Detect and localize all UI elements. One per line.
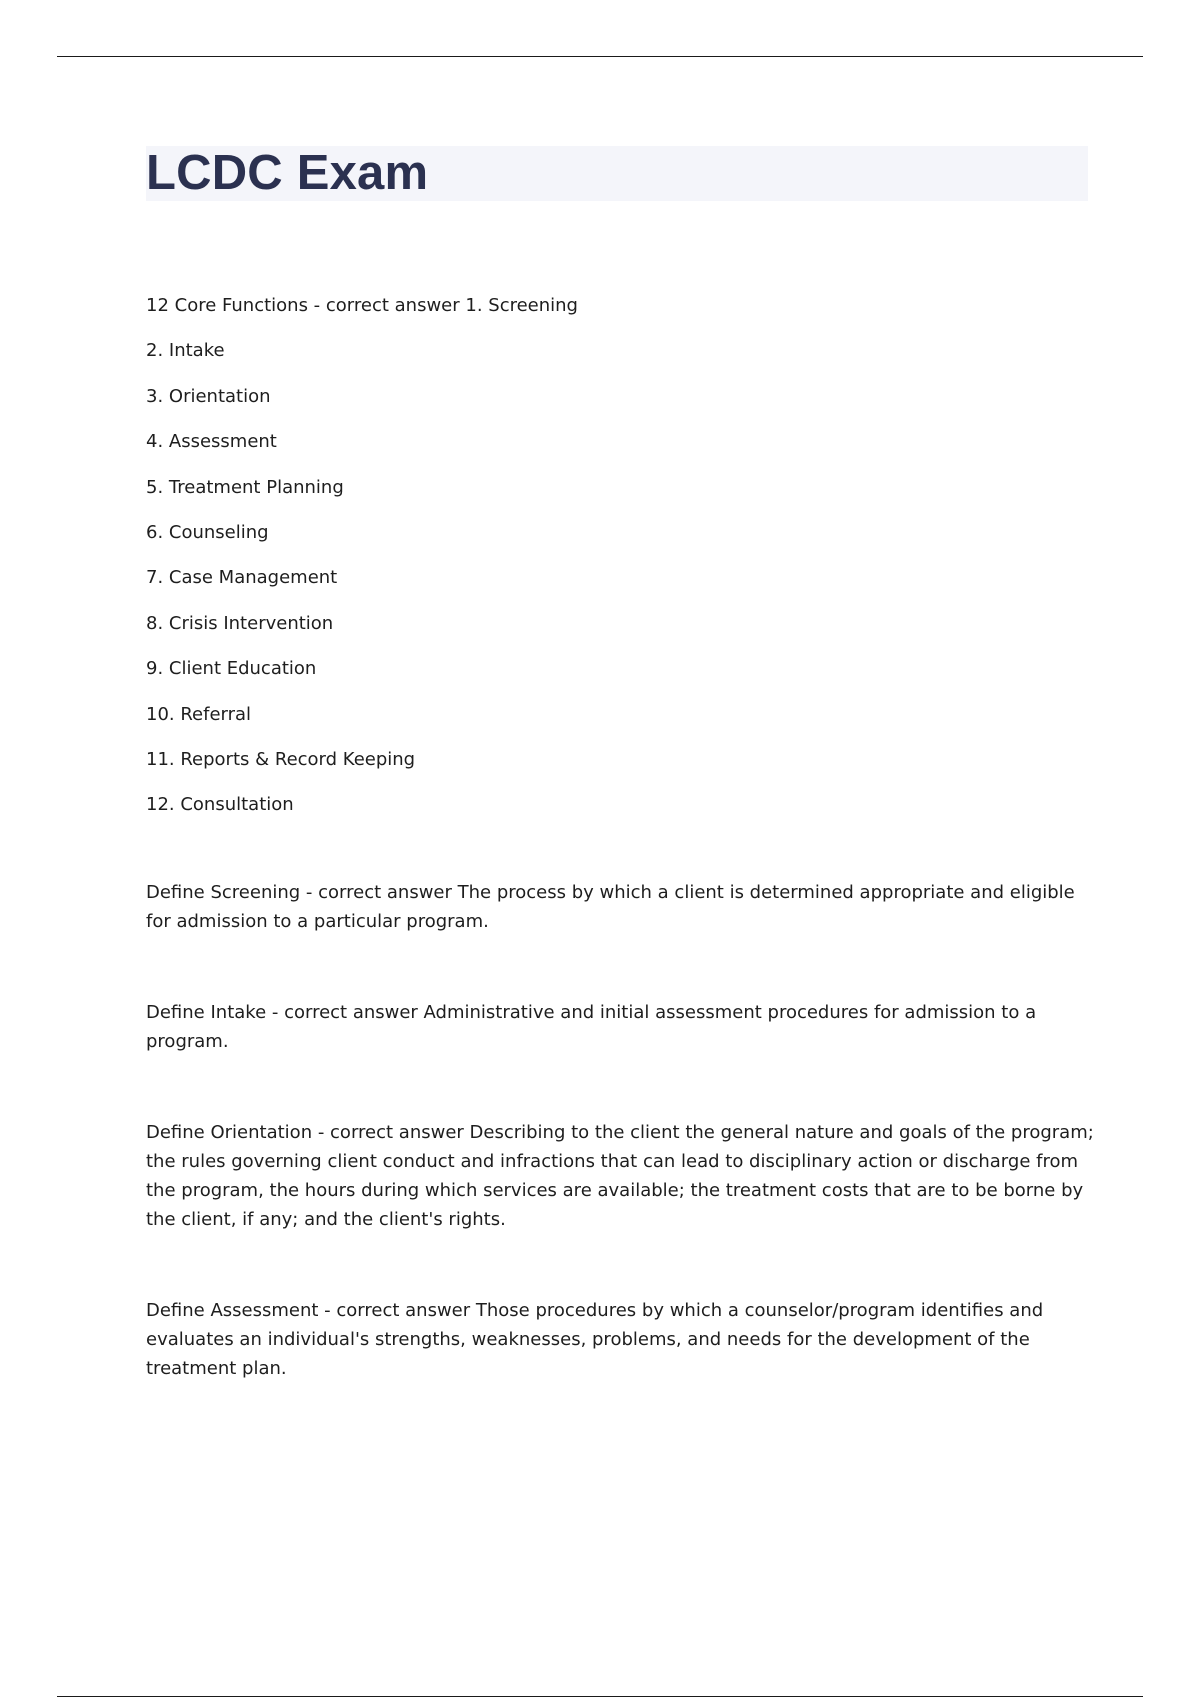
- footer-rule: [57, 1696, 1143, 1697]
- list-item: 9. Client Education: [146, 658, 317, 680]
- definition-intake: Define Intake - correct answer Administrative and initial assessment procedures for admission to a program.: [146, 1001, 1037, 1052]
- definition-orientation: Define Orientation - correct answer Describing to the client the general nature and goals of the program; the rules governing client conduct and infractions that can lead to disciplinary action or discharge from the program, the hours during which services are available; the treatment costs that are to be borne by the client, if any; and the client's rights.: [146, 1121, 1094, 1230]
- list-item: 8. Crisis Intervention: [146, 612, 334, 634]
- list-item: 5. Treatment Planning: [146, 476, 344, 498]
- list-item: 11. Reports & Record Keeping: [146, 748, 416, 770]
- list-item: 2. Intake: [146, 340, 225, 362]
- definition-screening: Define Screening - correct answer The process by which a client is determined appropriate and eligible for admission to a particular program.: [146, 881, 1075, 932]
- list-item: 12 Core Functions - correct answer 1. Screening: [146, 295, 578, 316]
- header-rule: [57, 56, 1143, 57]
- document-body: [146, 291, 1096, 1383]
- page-title: LCDC Exam: [146, 146, 429, 200]
- definition-assessment: Define Assessment - correct answer Those procedures by which a counselor/program identifies and evaluates an individual's strengths, weaknesses, problems, and needs for the development of the treatment plan.: [146, 1299, 1044, 1379]
- list-item: 10. Referral: [146, 703, 252, 725]
- core-functions-list: [146, 291, 1096, 836]
- list-item: 3. Orientation: [146, 385, 271, 407]
- list-item: 6. Counseling: [146, 521, 269, 543]
- list-item: 7. Case Management: [146, 567, 338, 589]
- list-item: 12. Consultation: [146, 794, 294, 816]
- list-item: 4. Assessment: [146, 431, 277, 453]
